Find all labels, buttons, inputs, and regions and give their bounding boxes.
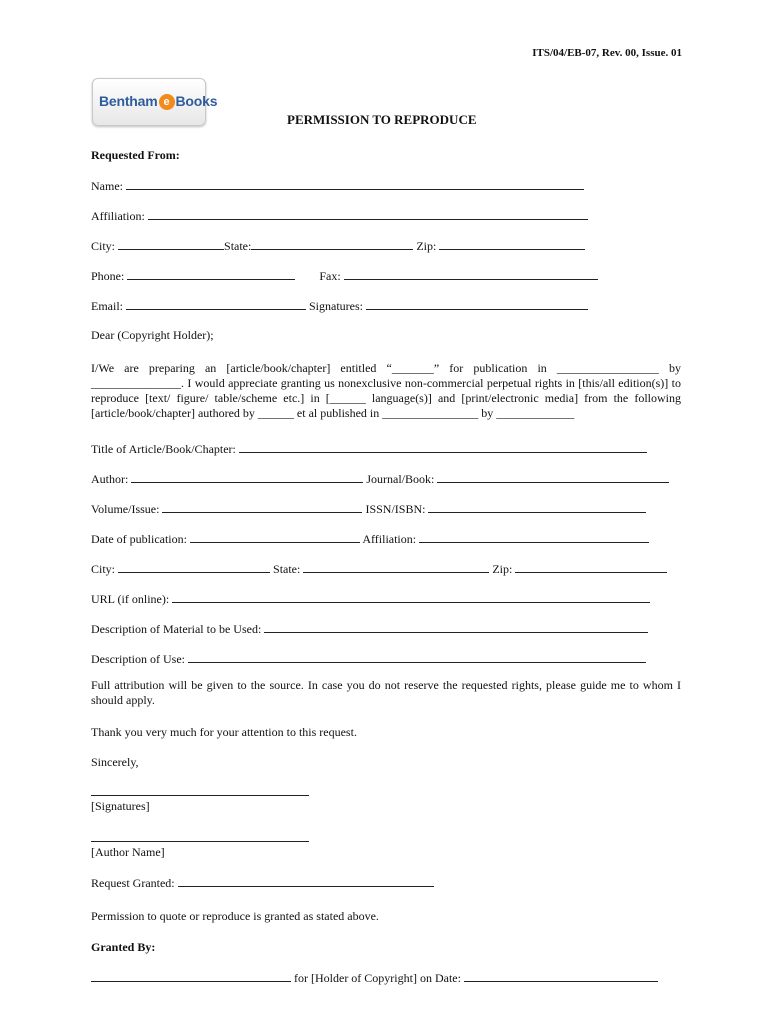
source-title-row — [91, 441, 647, 456]
volume-field[interactable] — [162, 501, 362, 513]
use-field[interactable] — [188, 651, 646, 663]
journal-field[interactable] — [437, 471, 669, 483]
city-state-zip-row — [91, 238, 585, 253]
source-affiliation-label: Affiliation: — [362, 532, 417, 546]
author-label: Author: — [91, 472, 129, 486]
author-field[interactable] — [131, 471, 363, 483]
url-label: URL (if online): — [91, 592, 170, 606]
request-granted-label: Request Granted: — [91, 876, 175, 890]
issn-label: ISSN/ISBN: — [365, 502, 426, 516]
date-affiliation-row — [91, 531, 649, 546]
signature-line[interactable] — [91, 795, 309, 796]
phone-fax-row — [91, 268, 598, 283]
signatures-caption: [Signatures] — [91, 799, 150, 813]
name-label: Name: — [91, 179, 123, 193]
affiliation-label: Affiliation: — [91, 209, 145, 223]
granted-by-heading: Granted By: — [91, 940, 156, 954]
material-label: Description of Material to be Used: — [91, 622, 262, 636]
source-state-field[interactable] — [303, 561, 489, 573]
granted-by-name-field[interactable] — [91, 970, 291, 982]
source-title-field[interactable] — [239, 441, 647, 453]
issn-field[interactable] — [428, 501, 646, 513]
salutation: Dear (Copyright Holder); — [91, 328, 214, 342]
attribution-paragraph: Full attribution will be given to the source. In case you do not reserve the requested rights, please guide me to whom I should apply. — [91, 678, 681, 707]
fax-label: Fax: — [319, 269, 341, 283]
logo-text-right: Books — [175, 93, 218, 109]
city-label: City: — [91, 239, 116, 253]
affiliation-field[interactable] — [148, 208, 588, 220]
logo-e-icon: e — [159, 94, 175, 110]
source-city-state-zip-row — [91, 561, 667, 576]
thanks-text: Thank you very much for your attention to this request. — [91, 725, 357, 739]
signatures-field[interactable] — [366, 298, 588, 310]
page-title: PERMISSION TO REPRODUCE — [287, 112, 477, 127]
source-state-label: State: — [273, 562, 301, 576]
use-label: Description of Use: — [91, 652, 185, 666]
city-field[interactable] — [118, 238, 224, 250]
journal-label: Journal/Book: — [366, 472, 435, 486]
source-city-field[interactable] — [118, 561, 270, 573]
source-zip-label: Zip: — [492, 562, 513, 576]
zip-field[interactable] — [439, 238, 585, 250]
name-row — [91, 178, 584, 193]
request-granted-row — [91, 875, 434, 890]
use-row — [91, 651, 646, 666]
url-row — [91, 591, 650, 606]
holder-date-field[interactable] — [464, 970, 658, 982]
email-signatures-row — [91, 298, 588, 313]
source-title-label: Title of Article/Book/Chapter: — [91, 442, 236, 456]
logo-text-left: Bentham — [99, 93, 158, 109]
affiliation-row — [91, 208, 588, 223]
author-name-line[interactable] — [91, 841, 309, 842]
zip-label: Zip: — [416, 239, 437, 253]
request-paragraph: I/We are preparing an [article/book/chapter] entitled “_______” for publication in _________________ by _______________. I would appreciate granting us nonexclusive non-commercial perpetual rights in [this/all edition(s)] to reproduce [text/ figure/ table/scheme etc.] in [______ language(s)] and [print/electronic media] from the following [article/book/chapter] authored by ______ et al published in ________________ by _____________ — [91, 361, 681, 420]
material-row — [91, 621, 648, 636]
publication-date-field[interactable] — [190, 531, 360, 543]
permission-statement: Permission to quote or reproduce is granted as stated above. — [91, 909, 379, 923]
phone-label: Phone: — [91, 269, 125, 283]
holder-row — [91, 970, 658, 985]
volume-label: Volume/Issue: — [91, 502, 160, 516]
logo-text — [99, 93, 217, 110]
state-label: State: — [224, 239, 252, 253]
holder-label: for [Holder of Copyright] on Date: — [294, 971, 461, 985]
source-zip-field[interactable] — [515, 561, 667, 573]
document-reference: ITS/04/EB-07, Rev. 00, Issue. 01 — [532, 47, 682, 59]
source-city-label: City: — [91, 562, 116, 576]
name-field[interactable] — [126, 178, 584, 190]
author-name-caption: [Author Name] — [91, 845, 165, 859]
source-affiliation-field[interactable] — [419, 531, 649, 543]
request-granted-field[interactable] — [178, 875, 434, 887]
material-field[interactable] — [264, 621, 648, 633]
fax-field[interactable] — [344, 268, 598, 280]
volume-issn-row — [91, 501, 646, 516]
publication-date-label: Date of publication: — [91, 532, 187, 546]
state-field[interactable] — [251, 238, 413, 250]
author-journal-row — [91, 471, 669, 486]
requested-from-heading: Requested From: — [91, 148, 180, 162]
phone-field[interactable] — [127, 268, 295, 280]
bentham-books-logo — [92, 78, 218, 126]
email-field[interactable] — [126, 298, 306, 310]
url-field[interactable] — [172, 591, 650, 603]
closing-text: Sincerely, — [91, 755, 139, 769]
email-label: Email: — [91, 299, 123, 313]
signatures-label: Signatures: — [309, 299, 363, 313]
